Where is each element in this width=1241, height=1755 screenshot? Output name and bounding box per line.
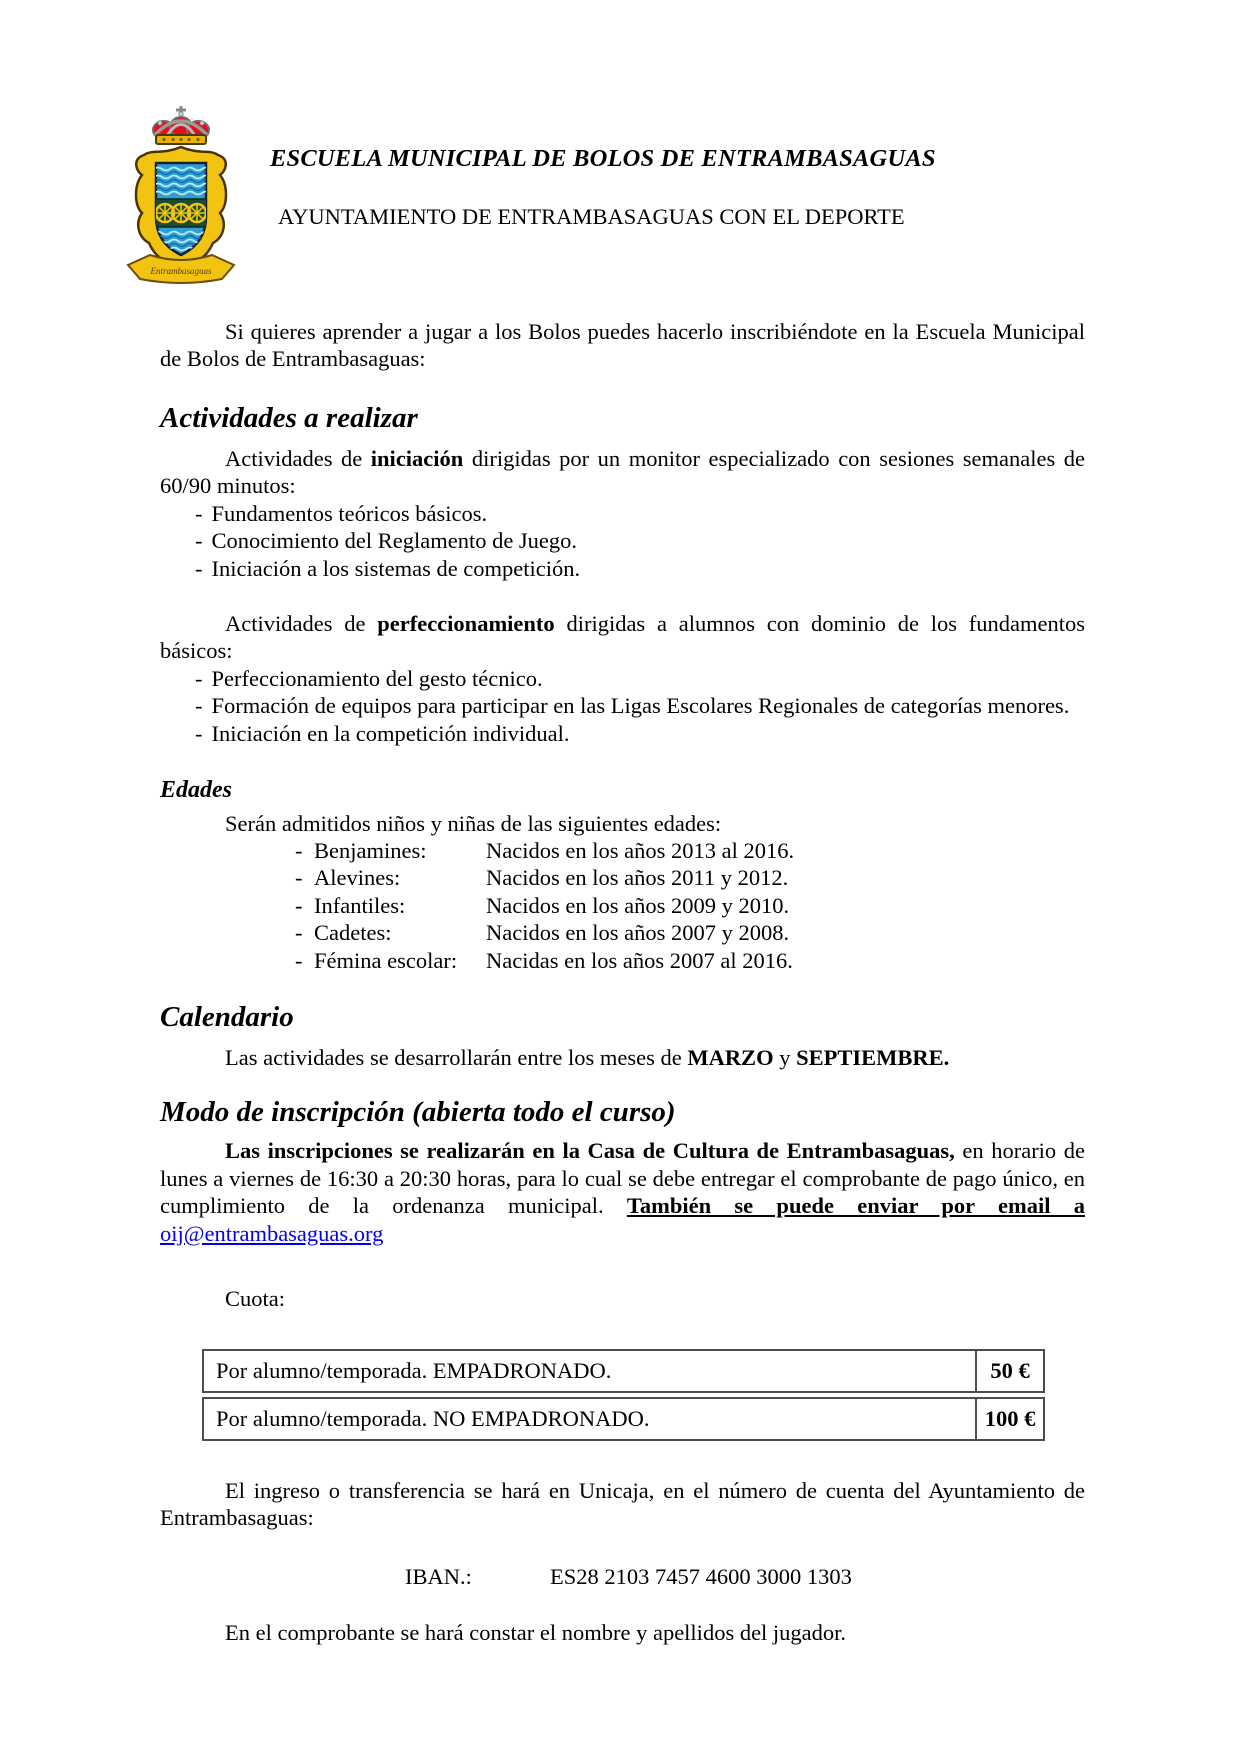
inscripcion-email-callout: También se puede enviar por email a <box>626 1193 1085 1219</box>
list-item <box>160 720 1085 747</box>
list-item <box>160 555 1085 582</box>
edad-years: Nacidos en los años 2011 y 2012. <box>486 865 789 891</box>
fees-table <box>202 1349 1045 1441</box>
list-item-text: Conocimiento del Reglamento de Juego. <box>211 528 578 554</box>
bullet-dash: - <box>195 555 203 581</box>
list-item <box>160 500 1085 527</box>
iban-label: IBAN.: <box>405 1564 472 1590</box>
section-heading-calendario: Calendario <box>160 1001 294 1034</box>
section-heading-inscripcion: Modo de inscripción (abierta todo el curso) <box>160 1096 676 1129</box>
edad-category: Infantiles: <box>314 892 406 918</box>
list-item <box>160 665 1085 692</box>
iban-row <box>160 1563 1085 1590</box>
list-item-text: Perfeccionamiento del gesto técnico. <box>211 665 543 691</box>
calendario-conjunction: y <box>773 1045 797 1071</box>
bullet-dash: - <box>195 528 203 554</box>
email-link[interactable]: oij@entrambasaguas.org <box>160 1220 384 1246</box>
receipt-note: En el comprobante se hará constar el nombre y apellidos del jugador. <box>225 1619 847 1645</box>
list-item <box>160 527 1085 554</box>
header-text <box>270 105 936 230</box>
crown-icon <box>153 106 209 144</box>
bullet-dash: - <box>295 837 303 863</box>
edad-years: Nacidos en los años 2013 al 2016. <box>486 837 795 863</box>
bullet-dash: - <box>295 947 303 973</box>
intro-paragraph: Si quieres aprender a jugar a los Bolos puedes hacerlo inscribiéndote en la Escuela Municipal de Bolos de Entrambasaguas: <box>160 319 1085 372</box>
inscripcion-paragraph <box>160 1137 1085 1247</box>
edad-category: Cadetes: <box>314 920 392 946</box>
iniciacion-paragraph <box>160 445 1085 500</box>
bullet-dash: - <box>295 865 303 891</box>
edad-row <box>295 892 1085 919</box>
shield-icon <box>136 147 226 271</box>
table-row <box>202 1397 1045 1441</box>
section-heading-actividades: Actividades a realizar <box>160 401 418 434</box>
iban-value: ES28 2103 7457 4600 3000 1303 <box>550 1564 852 1590</box>
edad-years: Nacidos en los años 2009 y 2010. <box>486 892 790 918</box>
bullet-dash: - <box>195 500 203 526</box>
payment-paragraph: El ingreso o transferencia se hará en Unicaja, en el número de cuenta del Ayuntamiento de Entrambasaguas: <box>160 1477 1085 1530</box>
calendario-lead: Las actividades se desarrollarán entre los meses de <box>225 1045 688 1071</box>
ribbon-banner <box>128 255 234 283</box>
edad-row <box>295 864 1085 891</box>
edad-category: Alevines: <box>314 865 401 891</box>
list-item-text: Formación de equipos para participar en las Ligas Escolares Regionales de categorías menores. <box>211 693 1070 719</box>
fee-price-cell: 100 € <box>984 1405 1036 1431</box>
perfeccionamiento-lead-2: dirigidas a alumnos con dominio de los fundamentos básicos: <box>160 610 1085 664</box>
bullet-dash: - <box>195 720 203 746</box>
bullet-dash: - <box>195 693 203 719</box>
cuota-label: Cuota: <box>225 1286 285 1312</box>
iniciacion-bold-word: iniciación <box>370 445 464 471</box>
perfeccionamiento-paragraph <box>160 610 1085 665</box>
edad-row <box>295 919 1085 946</box>
bullet-dash: - <box>295 920 303 946</box>
edades-lead: Serán admitidos niños y niñas de las siguientes edades: <box>225 810 722 836</box>
edad-years: Nacidas en los años 2007 al 2016. <box>486 947 793 973</box>
fee-concept-cell: Por alumno/temporada. NO EMPADRONADO. <box>204 1399 977 1439</box>
iniciacion-lead-1: Actividades de <box>225 445 371 471</box>
page-title: ESCUELA MUNICIPAL DE BOLOS DE ENTRAMBASAGUAS <box>270 145 936 172</box>
fee-concept-cell: Por alumno/temporada. EMPADRONADO. <box>204 1351 977 1391</box>
inscripcion-bold-lead: Las inscripciones se realizarán en la Casa de Cultura de Entrambasaguas, <box>225 1138 955 1164</box>
list-item-text: Iniciación en la competición individual. <box>211 720 570 746</box>
document-header <box>110 105 1085 292</box>
page-subtitle: AYUNTAMIENTO DE ENTRAMBASAGUAS CON EL DEPORTE <box>278 204 905 229</box>
iniciacion-lead-2: dirigidas por un monitor especializado con sesiones semanales de 60/90 minutos: <box>160 445 1085 499</box>
list-item <box>160 692 1085 719</box>
bullet-dash: - <box>195 665 203 691</box>
calendario-month-start: MARZO <box>687 1045 774 1071</box>
bullet-dash: - <box>295 892 303 918</box>
calendario-month-end: SEPTIEMBRE. <box>796 1045 950 1071</box>
inscripcion-body: en horario de lunes a viernes de 16:30 a 20:30 horas, para lo cual se debe entregar el comprobante de pago único, en cumplimiento de la ordenanza municipal. <box>160 1138 1086 1219</box>
edad-category: Benjamines: <box>314 837 427 863</box>
edad-years: Nacidos en los años 2007 y 2008. <box>486 920 790 946</box>
edad-row <box>295 947 1085 974</box>
perfeccionamiento-bold-word: perfeccionamiento <box>377 610 555 636</box>
edad-row <box>295 837 1085 864</box>
list-item-text: Fundamentos teóricos básicos. <box>211 500 488 526</box>
ribbon-banner-text: Entrambasaguas <box>150 266 212 276</box>
coat-of-arms-logo <box>110 105 252 292</box>
edad-category: Fémina escolar: <box>314 947 458 973</box>
table-row <box>202 1349 1045 1393</box>
calendario-paragraph <box>160 1044 1085 1071</box>
section-heading-edades: Edades <box>160 777 232 804</box>
perfeccionamiento-lead-1: Actividades de <box>225 610 378 636</box>
list-item-text: Iniciación a los sistemas de competición. <box>211 555 581 581</box>
fee-price-cell: 50 € <box>990 1357 1030 1383</box>
